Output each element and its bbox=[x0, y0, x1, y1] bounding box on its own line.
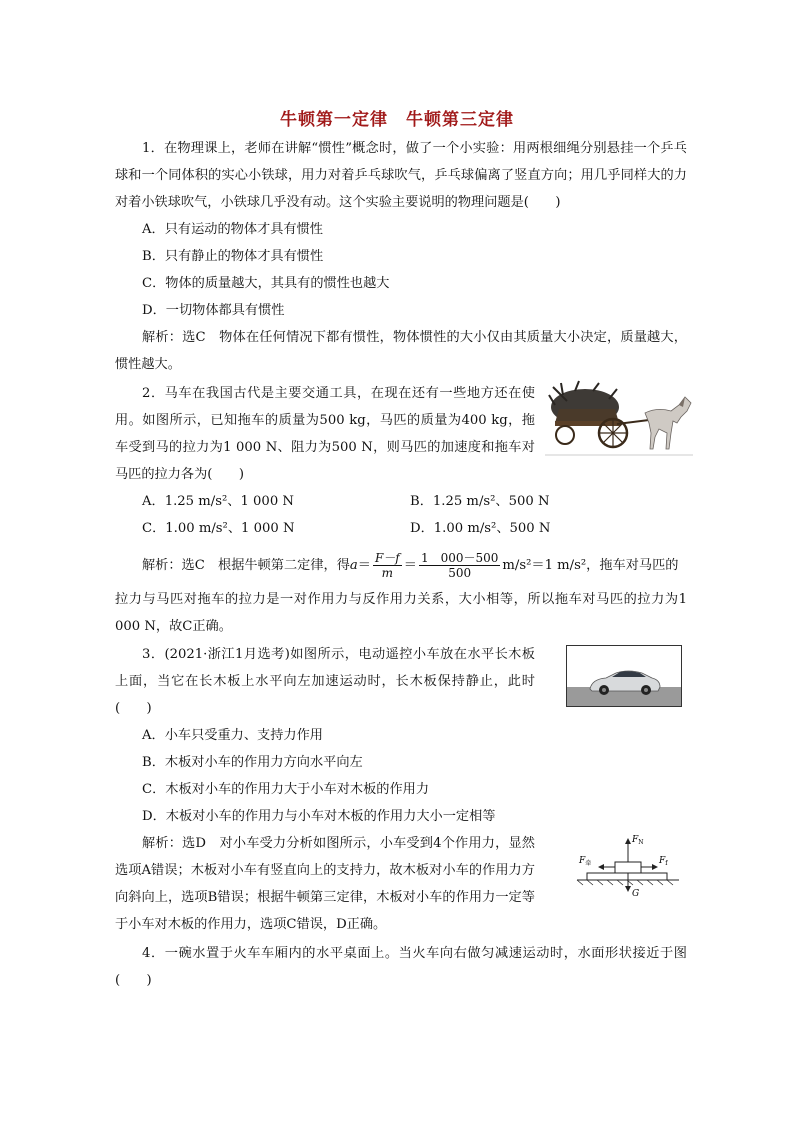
q2-formula-fraction bbox=[373, 551, 402, 580]
q3-analysis: 解析：选D 对小车受力分析如图所示，小车受到4个作用力，显然选项A错误；木板对小车有竖直向上的支持力，故木板对小车的作用力方向斜向上，选项B错误；根据牛顿第三定律，木板对小车的作用力一定等于小车对木板的作用力，选项C错误，D正确。 bbox=[115, 836, 535, 932]
remote-car-image bbox=[566, 645, 682, 707]
q2-equals-sign: ＝ bbox=[357, 558, 371, 573]
q1-option-d: D．一切物体都具有惯性 bbox=[142, 303, 285, 318]
q1-analysis: 解析：选C 物体在任何情况下都有惯性，物体惯性的大小仅由其质量大小决定，质量越大，惯性越大。 bbox=[115, 330, 687, 372]
g-label: G bbox=[632, 889, 640, 899]
q2-value-numerator: 1 000－500 bbox=[420, 551, 499, 565]
q2-accel-symbol: a bbox=[349, 558, 358, 573]
q1-option-a: A．只有运动的物体才具有惯性 bbox=[142, 222, 323, 237]
q2-value-denominator: 500 bbox=[448, 566, 472, 580]
page-title: 牛顿第一定律 牛顿第三定律 bbox=[280, 110, 514, 130]
q1-option-c: C．物体的质量越大，其具有的惯性也越大 bbox=[142, 276, 390, 291]
q3-option-a: A．小车只受重力、支持力作用 bbox=[142, 728, 323, 743]
q2-stem: 2．马车在我国古代是主要交通工具，在现在还有一些地方还在使用。如图所示，已知拖车的质量为500 kg，马匹的质量为400 kg，拖车受到马的拉力为1 000 N、阻力为500 N，则马匹的加速度和拖车对马匹的拉力各为( ) bbox=[115, 386, 535, 482]
q3-option-d: D．木板对小车的作用力与小车对木板的作用力大小一定相等 bbox=[142, 809, 496, 824]
f-traction-label: $F_牵$ bbox=[579, 856, 592, 867]
f-friction-label: $F_f$ bbox=[659, 856, 668, 867]
force-diagram bbox=[573, 832, 683, 900]
q2-value-fraction bbox=[419, 551, 500, 580]
q2-option-c: C．1.00 m/s²、1 000 N bbox=[142, 521, 295, 536]
q2-analysis-suffix: m/s²＝1 m/s²，拖车对马匹的 bbox=[502, 558, 679, 573]
q1-stem: 1．在物理课上，老师在讲解“惯性”概念时，做了一个小实验：用两根细绳分别悬挂一个乒乓球和一个同体积的实心小铁球，用力对着乒乓球吹气，乒乓球偏离了竖直方向；用几乎同样大的力对着小铁球吹气，小铁球几乎没有动。这个实验主要说明的物理问题是( ) bbox=[115, 141, 687, 210]
q2-option-d: D．1.00 m/s²、500 N bbox=[410, 521, 551, 536]
q2-analysis-prefix: 解析：选C 根据牛顿第二定律，得 bbox=[142, 558, 350, 573]
fn-label: $F_N$ bbox=[632, 835, 644, 846]
q2-option-a: A．1.25 m/s²、1 000 N bbox=[142, 494, 294, 509]
q3-option-b: B．木板对小车的作用力方向水平向左 bbox=[142, 755, 363, 770]
q2-analysis-continued: 拉力与马匹对拖车的拉力是一对作用力与反作用力关系，大小相等，所以拖车对马匹的拉力为1 000 N，故C正确。 bbox=[115, 592, 687, 634]
horse-cart-image bbox=[545, 377, 693, 467]
q2-analysis-formula bbox=[142, 551, 678, 580]
q1-option-b: B．只有静止的物体才具有惯性 bbox=[142, 249, 324, 264]
q2-option-b: B．1.25 m/s²、500 N bbox=[410, 494, 550, 509]
q3-stem: 3．(2021·浙江1月选考)如图所示，电动遥控小车放在水平长木板上面，当它在长木板上水平向左加速运动时，长木板保持静止，此时( ) bbox=[115, 647, 535, 716]
q3-option-c: C．木板对小车的作用力大于小车对木板的作用力 bbox=[142, 782, 430, 797]
q4-stem: 4．一碗水置于火车车厢内的水平桌面上。当火车向右做匀减速运动时，水面形状接近于图( ) bbox=[115, 946, 687, 988]
q2-fraction-denominator: m bbox=[381, 566, 394, 580]
q2-equals-sign-2: ＝ bbox=[403, 558, 417, 573]
q2-fraction-numerator: F－f bbox=[374, 551, 400, 565]
